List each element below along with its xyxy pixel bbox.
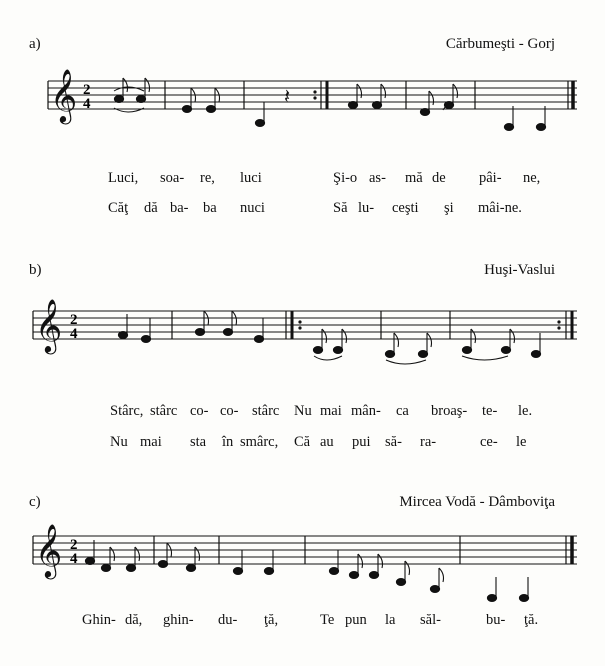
lyric-c1-6: Te: [320, 612, 335, 628]
lyric-a2-2: dă: [144, 200, 158, 216]
lyric-b2-8: pui: [352, 434, 371, 450]
time-sig-top: 2: [70, 312, 78, 328]
lyric-a2-5: nuci: [240, 200, 265, 216]
lyric-a2-10: mâi-ne.: [478, 200, 522, 216]
lyric-b2-10: ra-: [420, 434, 437, 450]
lyric-c1-1: Ghin-: [82, 612, 116, 628]
treble-clef-icon: 𝄞: [35, 523, 63, 577]
svg-text:𝄽: 𝄽: [284, 84, 291, 108]
example-c-origin: Mircea Vodă - Dâmboviţa: [399, 494, 555, 510]
time-sig-top: 2: [70, 537, 78, 553]
lyric-b1-7: mai: [320, 403, 342, 419]
lyric-a1-9: pâi-: [479, 170, 502, 186]
lyric-a2-7: lu-: [358, 200, 375, 216]
lyric-b2-9: să-: [385, 434, 402, 450]
example-a-label: a): [29, 36, 41, 52]
lyric-a1-6: as-: [369, 170, 386, 186]
lyric-b1-6: Nu: [294, 403, 312, 419]
lyric-c1-4: du-: [218, 612, 238, 628]
lyric-b2-7: au: [320, 434, 334, 450]
lyric-a2-8: ceşti: [392, 200, 419, 216]
time-sig-bottom: 4: [83, 96, 91, 112]
lyric-a1-5: Şi-o: [333, 170, 358, 186]
lyric-a1-4: luci: [240, 170, 262, 186]
lyric-b2-6: Că: [294, 434, 311, 450]
lyric-c1-11: ţă.: [524, 612, 539, 628]
lyric-a2-1: Căţ: [108, 200, 129, 216]
lyric-a1-2: soa-: [160, 170, 185, 186]
time-sig-top: 2: [83, 82, 91, 98]
lyric-c1-2: dă,: [125, 612, 143, 628]
lyric-b1-1: Stârc,: [110, 403, 144, 419]
lyric-a1-10: ne,: [523, 170, 541, 186]
lyric-b1-11: te-: [482, 403, 498, 419]
lyric-b1-12: le.: [518, 403, 533, 419]
lyric-a1-1: Luci,: [108, 170, 139, 186]
lyric-b1-9: ca: [396, 403, 409, 419]
lyric-c1-8: la: [385, 612, 396, 628]
lyric-b1-5: stârc: [252, 403, 280, 419]
lyric-b2-12: le: [516, 434, 527, 450]
lyric-b1-3: co-: [190, 403, 209, 419]
lyric-b2-1: Nu: [110, 434, 128, 450]
lyric-c1-10: bu-: [486, 612, 506, 628]
treble-clef-icon: 𝄞: [35, 298, 63, 352]
lyric-b2-2: mai: [140, 434, 162, 450]
time-sig-bottom: 4: [70, 326, 78, 342]
lyric-c1-5: ţă,: [264, 612, 279, 628]
lyric-b2-3: sta: [190, 434, 207, 450]
lyric-a2-3: ba-: [170, 200, 189, 216]
example-b-label: b): [29, 262, 42, 278]
lyric-b1-2: stârc: [150, 403, 178, 419]
lyric-b1-4: co-: [220, 403, 239, 419]
lyric-b1-10: broaş-: [431, 403, 468, 419]
lyric-a1-7: mă: [405, 170, 423, 186]
example-b-origin: Huşi-Vaslui: [484, 262, 555, 278]
lyric-c1-7: pun: [345, 612, 367, 628]
lyric-a2-4: ba: [203, 200, 217, 216]
lyric-b2-5: smârc,: [240, 434, 279, 450]
example-c-label: c): [29, 494, 41, 510]
lyric-a1-8: de: [432, 170, 446, 186]
lyric-b2-4: în: [222, 434, 234, 450]
lyric-b1-8: mân-: [351, 403, 381, 419]
lyric-a2-9: şi: [444, 200, 454, 216]
example-a-origin: Cărbumeşti - Gorj: [445, 36, 555, 52]
lyric-c1-9: săl-: [420, 612, 441, 628]
lyric-c1-3: ghin-: [163, 612, 194, 628]
treble-clef-icon: 𝄞: [50, 68, 78, 122]
time-sig-bottom: 4: [70, 551, 78, 567]
lyric-b2-11: ce-: [480, 434, 498, 450]
lyric-a1-3: re,: [200, 170, 215, 186]
lyric-a2-6: Să: [333, 200, 348, 216]
